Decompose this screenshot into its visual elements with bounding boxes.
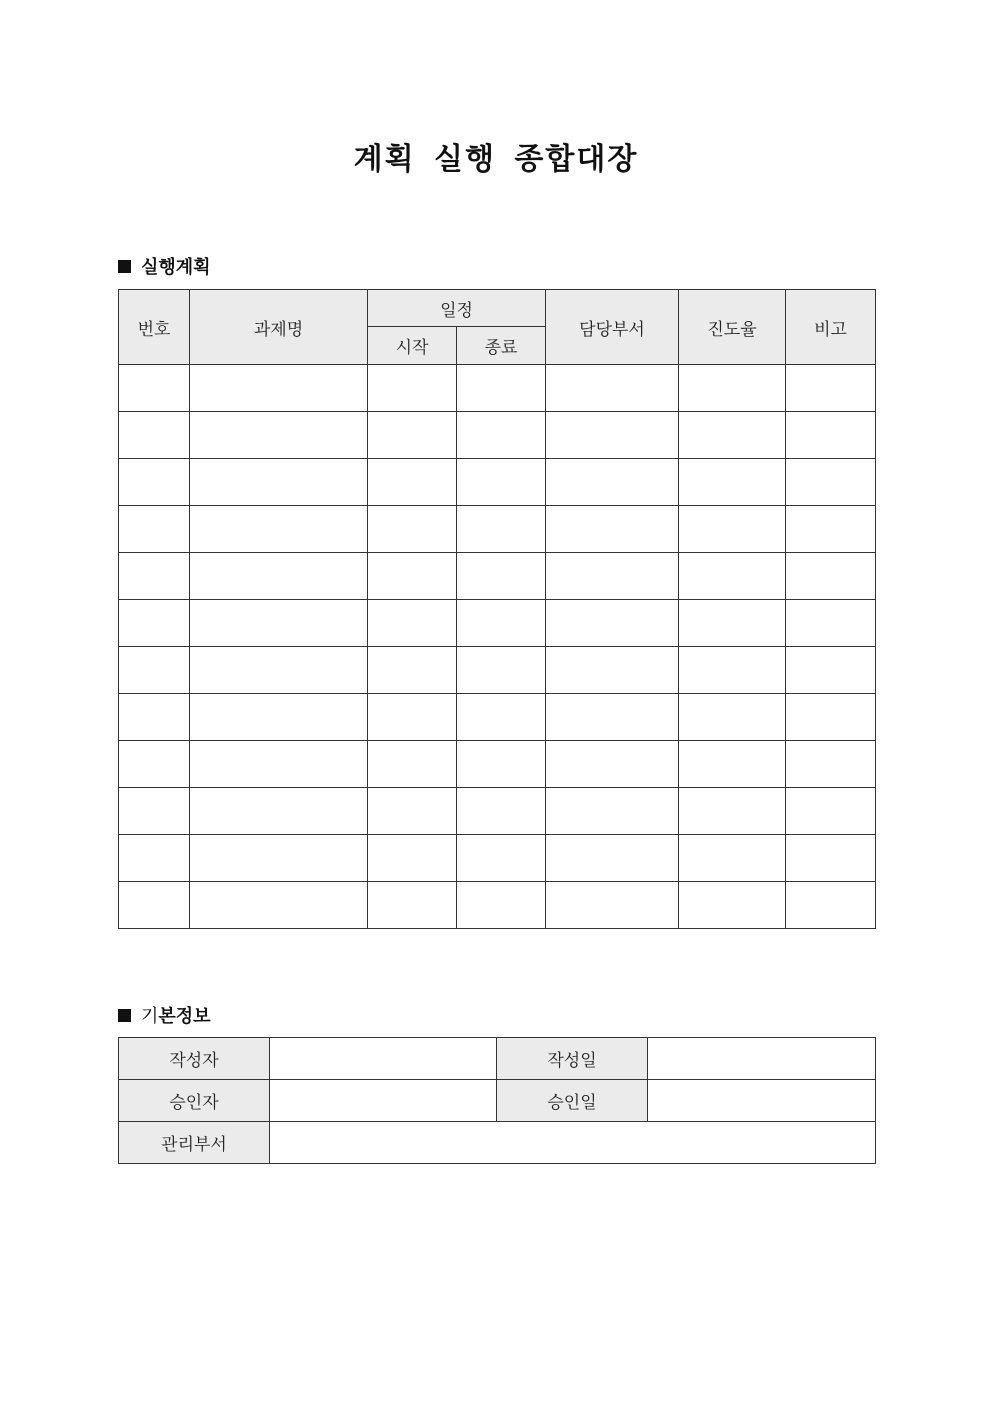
cell-task-name[interactable] — [190, 365, 368, 412]
cell-progress[interactable] — [679, 741, 786, 788]
cell-end[interactable] — [457, 553, 546, 600]
table-row — [119, 882, 876, 929]
document-title: 계획 실행 종합대장 — [353, 142, 639, 177]
cell-department[interactable] — [546, 741, 679, 788]
cell-start[interactable] — [368, 741, 457, 788]
cell-progress[interactable] — [679, 365, 786, 412]
cell-start[interactable] — [368, 694, 457, 741]
cell-remarks[interactable] — [786, 553, 876, 600]
header-schedule: 일정 — [368, 290, 546, 327]
header-progress: 진도율 — [679, 290, 786, 365]
cell-remarks[interactable] — [786, 741, 876, 788]
info-section-heading-prefix: 기 — [141, 1006, 159, 1027]
cell-remarks[interactable] — [786, 835, 876, 882]
cell-number[interactable] — [119, 365, 190, 412]
table-row — [119, 459, 876, 506]
square-bullet-icon — [118, 1009, 131, 1022]
cell-number[interactable] — [119, 553, 190, 600]
cell-start[interactable] — [368, 553, 457, 600]
cell-remarks[interactable] — [786, 882, 876, 929]
table-row — [119, 412, 876, 459]
cell-remarks[interactable] — [786, 412, 876, 459]
cell-task-name[interactable] — [190, 553, 368, 600]
header-number: 번호 — [119, 290, 190, 365]
cell-remarks[interactable] — [786, 506, 876, 553]
cell-start[interactable] — [368, 835, 457, 882]
header-end: 종료 — [457, 327, 546, 365]
cell-department[interactable] — [546, 506, 679, 553]
cell-progress[interactable] — [679, 553, 786, 600]
cell-progress[interactable] — [679, 600, 786, 647]
cell-start[interactable] — [368, 459, 457, 506]
managing-dept-label: 관리부서 — [119, 1122, 270, 1164]
cell-task-name[interactable] — [190, 412, 368, 459]
cell-department[interactable] — [546, 365, 679, 412]
cell-department[interactable] — [546, 412, 679, 459]
info-section-heading-label: 본정보 — [158, 1006, 211, 1027]
cell-task-name[interactable] — [190, 694, 368, 741]
cell-department[interactable] — [546, 835, 679, 882]
written-date-label: 작성일 — [497, 1038, 648, 1080]
cell-task-name[interactable] — [190, 835, 368, 882]
cell-progress[interactable] — [679, 882, 786, 929]
header-start: 시작 — [368, 327, 457, 365]
cell-department[interactable] — [546, 882, 679, 929]
cell-number[interactable] — [119, 882, 190, 929]
cell-task-name[interactable] — [190, 741, 368, 788]
cell-end[interactable] — [457, 694, 546, 741]
cell-end[interactable] — [457, 600, 546, 647]
info-section-heading — [118, 1002, 211, 1028]
cell-remarks[interactable] — [786, 600, 876, 647]
table-row — [119, 835, 876, 882]
cell-task-name[interactable] — [190, 882, 368, 929]
cell-number[interactable] — [119, 506, 190, 553]
author-field[interactable] — [270, 1038, 497, 1080]
cell-start[interactable] — [368, 882, 457, 929]
approver-field[interactable] — [270, 1080, 497, 1122]
table-row — [119, 694, 876, 741]
cell-department[interactable] — [546, 459, 679, 506]
header-department: 담당부서 — [546, 290, 679, 365]
cell-end[interactable] — [457, 365, 546, 412]
cell-remarks[interactable] — [786, 694, 876, 741]
cell-end[interactable] — [457, 459, 546, 506]
info-table — [118, 1037, 876, 1164]
cell-task-name[interactable] — [190, 647, 368, 694]
author-label: 작성자 — [119, 1038, 270, 1080]
approval-date-field[interactable] — [648, 1080, 876, 1122]
cell-progress[interactable] — [679, 412, 786, 459]
cell-start[interactable] — [368, 788, 457, 835]
cell-department[interactable] — [546, 553, 679, 600]
cell-end[interactable] — [457, 788, 546, 835]
cell-department[interactable] — [546, 788, 679, 835]
cell-department[interactable] — [546, 694, 679, 741]
cell-number[interactable] — [119, 835, 190, 882]
table-row — [119, 506, 876, 553]
cell-start[interactable] — [368, 365, 457, 412]
cell-number[interactable] — [119, 600, 190, 647]
cell-progress[interactable] — [679, 506, 786, 553]
cell-department[interactable] — [546, 647, 679, 694]
table-row — [119, 600, 876, 647]
cell-end[interactable] — [457, 647, 546, 694]
cell-start[interactable] — [368, 506, 457, 553]
cell-progress[interactable] — [679, 788, 786, 835]
table-row — [119, 647, 876, 694]
table-row — [119, 741, 876, 788]
cell-progress[interactable] — [679, 647, 786, 694]
cell-number[interactable] — [119, 694, 190, 741]
cell-start[interactable] — [368, 647, 457, 694]
cell-end[interactable] — [457, 506, 546, 553]
managing-dept-field[interactable] — [270, 1122, 876, 1164]
header-task-name: 과제명 — [190, 290, 368, 365]
table-row — [119, 365, 876, 412]
plan-table — [118, 289, 876, 929]
cell-task-name[interactable] — [190, 788, 368, 835]
written-date-field[interactable] — [648, 1038, 876, 1080]
cell-remarks[interactable] — [786, 365, 876, 412]
cell-remarks[interactable] — [786, 647, 876, 694]
cell-number[interactable] — [119, 647, 190, 694]
cell-remarks[interactable] — [786, 788, 876, 835]
cell-start[interactable] — [368, 600, 457, 647]
cell-end[interactable] — [457, 412, 546, 459]
plan-section-heading-label: 실행계획 — [141, 257, 211, 278]
cell-task-name[interactable] — [190, 459, 368, 506]
square-bullet-icon — [118, 260, 131, 273]
cell-number[interactable] — [119, 788, 190, 835]
table-row — [119, 553, 876, 600]
cell-progress[interactable] — [679, 835, 786, 882]
cell-end[interactable] — [457, 741, 546, 788]
approver-label: 승인자 — [119, 1080, 270, 1122]
table-row — [119, 788, 876, 835]
cell-progress[interactable] — [679, 694, 786, 741]
cell-number[interactable] — [119, 412, 190, 459]
header-remarks: 비고 — [786, 290, 876, 365]
plan-section-heading — [118, 253, 211, 279]
cell-start[interactable] — [368, 412, 457, 459]
approval-date-label: 승인일 — [497, 1080, 648, 1122]
cell-department[interactable] — [546, 600, 679, 647]
plan-table-body — [119, 365, 876, 929]
cell-end[interactable] — [457, 835, 546, 882]
cell-end[interactable] — [457, 882, 546, 929]
cell-remarks[interactable] — [786, 459, 876, 506]
cell-task-name[interactable] — [190, 506, 368, 553]
cell-progress[interactable] — [679, 459, 786, 506]
cell-task-name[interactable] — [190, 600, 368, 647]
cell-number[interactable] — [119, 741, 190, 788]
cell-number[interactable] — [119, 459, 190, 506]
